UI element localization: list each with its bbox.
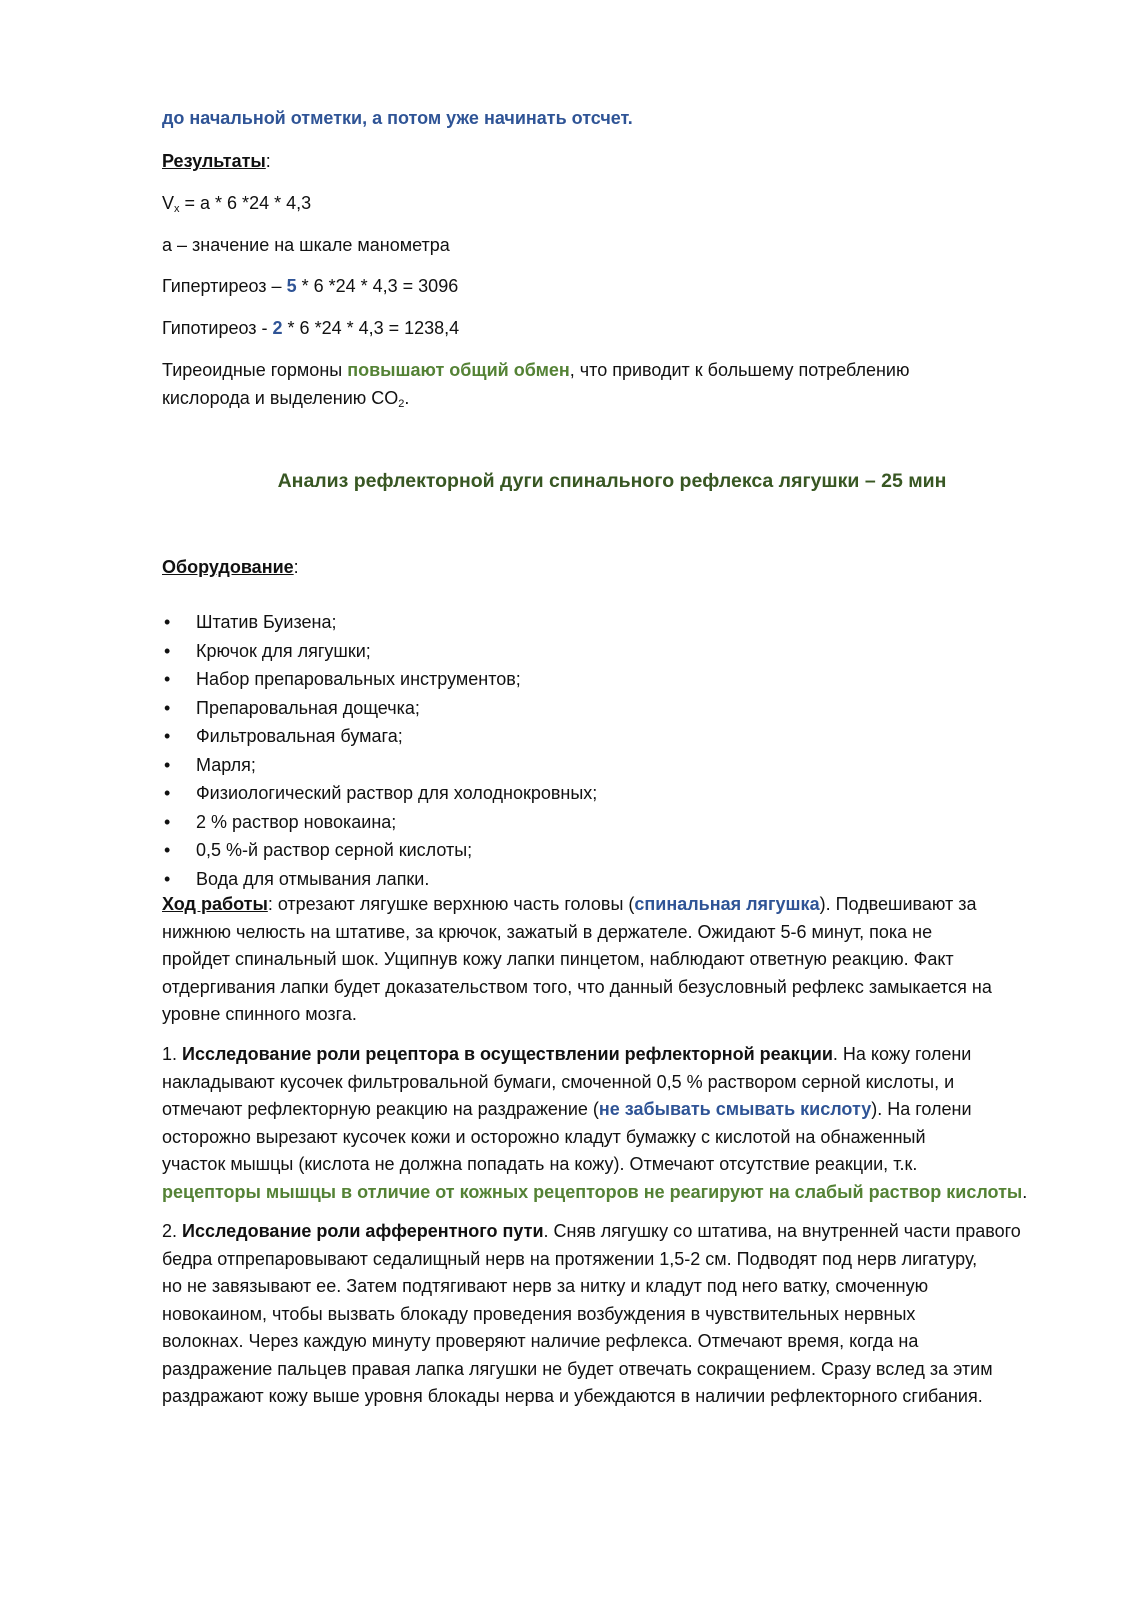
list-item-text: Вода для отмывания лапки. — [196, 868, 430, 889]
procedure-line: отдергивания лапки будет доказательством того, что данный безусловный рефлекс замыкается на — [162, 976, 992, 997]
bullet-icon: • — [164, 783, 171, 803]
step1-highlight-blue: не забывать смывать кислоту — [598, 1099, 872, 1119]
formula-definition: a – значение на шкале манометра — [162, 235, 450, 255]
list-item — [162, 751, 1062, 780]
conclusion-line-1 — [162, 356, 1062, 384]
list-item — [162, 722, 1062, 751]
step2-title: Исследование роли афферентного пути — [182, 1221, 544, 1241]
list-item-text: Физиологический раствор для холоднокровных; — [196, 783, 598, 803]
formula-subscript: x — [174, 203, 180, 215]
step1-number: 1. — [162, 1044, 183, 1064]
step1-line: осторожно вырезают кусочек кожи и осторожно кладут бумажку с кислотой на обнаженный — [162, 1126, 926, 1147]
list-item-text: Набор препаровальных инструментов; — [196, 669, 521, 689]
step1-line — [162, 1096, 1046, 1124]
step1-line: участок мышцы (кислота не должна попадать на кожу). Отмечают отсутствие реакции, т.к. — [162, 1154, 918, 1174]
step2-line — [162, 1218, 1046, 1246]
results-colon: : — [265, 151, 271, 171]
list-item — [162, 608, 1062, 637]
procedure-line: уровне спинного мозга. — [162, 1004, 357, 1024]
step2-line: волокнах. Через каждую минуту проверяют наличие рефлекса. Отмечают время, когда на — [162, 1331, 919, 1351]
bullet-icon: • — [164, 840, 171, 860]
conclusion-dot: . — [404, 388, 410, 408]
step1-line: накладывают кусочек фильтровальной бумаги, смоченной 0,5 % раствором серной кислоты, и — [162, 1071, 955, 1092]
section-title: Анализ рефлекторной дуги спинального рефлекса лягушки – 25 мин — [277, 470, 947, 492]
procedure-text: ). Подвешивают за — [819, 894, 977, 914]
list-item-text: 2 % раствор новокаина; — [196, 811, 397, 832]
step1-text: ). На голени — [871, 1099, 972, 1119]
results-heading: Результаты — [162, 151, 266, 171]
step1-title: Исследование роли рецептора в осуществлении рефлекторной реакции — [182, 1044, 833, 1064]
bullet-icon: • — [164, 754, 171, 775]
formula-prefix: V — [162, 193, 175, 213]
step2-paragraph — [162, 1218, 1046, 1411]
conclusion-start: Тиреоидные гормоны — [162, 360, 348, 380]
procedure-line: нижнюю челюсть на штативе, за крючок, зажатый в держателе. Ожидают 5-6 минут, пока не — [162, 921, 933, 942]
step1-highlight-green: рецепторы мышцы в отличие от кожных рецепторов не реагируют на слабый раствор кислоты — [162, 1181, 1023, 1202]
procedure-text: : отрезают лягушке верхнюю часть головы ( — [267, 894, 635, 914]
list-item — [162, 808, 1062, 837]
step1-text: . — [1022, 1181, 1028, 1202]
hyper-label: Гипертиреоз – — [162, 276, 287, 296]
bullet-icon: • — [164, 640, 171, 661]
hyper-value: 5 — [286, 276, 297, 296]
step1-line — [162, 1179, 1046, 1207]
conclusion-line-2 — [162, 384, 1062, 412]
step2-text: . Сняв лягушку со штатива, на внутренней части правого — [543, 1221, 1021, 1241]
hyper-rest: * 6 *24 * 4,3 = 3096 — [296, 276, 459, 296]
step2-line: бедра отпрепаровывают седалищный нерв на протяжении 1,5-2 см. Подводят под нерв лигатуру, — [162, 1248, 978, 1269]
step1-text: . На кожу голени — [832, 1044, 972, 1064]
procedure-line — [162, 891, 1046, 919]
step2-number: 2. — [162, 1221, 183, 1241]
step1-paragraph — [162, 1041, 1046, 1206]
hypo-rest: * 6 *24 * 4,3 = 1238,4 — [282, 318, 460, 338]
procedure-line: пройдет спинальный шок. Ущипнув кожу лапки пинцетом, наблюдают ответную реакцию. Факт — [162, 949, 954, 969]
list-item-text: Марля; — [196, 754, 256, 775]
equipment-heading-line — [162, 553, 1062, 581]
list-item — [162, 694, 1062, 723]
results-heading-line — [162, 147, 1062, 175]
bullet-icon: • — [164, 612, 171, 632]
procedure-highlight: спинальная лягушка — [634, 894, 820, 914]
equipment-heading: Оборудование — [162, 557, 294, 577]
list-item — [162, 865, 1062, 894]
conclusion-subscript: 2 — [398, 398, 405, 410]
procedure-paragraph — [162, 891, 1046, 1029]
step1-line — [162, 1041, 1046, 1069]
step2-line: раздражение пальцев правая лапка лягушки не будет отвечать сокращением. Сразу вслед за этим — [162, 1358, 993, 1379]
equipment-list — [162, 608, 1062, 893]
bullet-icon: • — [164, 669, 171, 689]
conclusion-end: , что приводит к большему потреблению — [569, 360, 910, 380]
list-item-text: Фильтровальная бумага; — [196, 726, 403, 746]
list-item-text: Препаровальная дощечка; — [196, 697, 420, 718]
procedure-heading: Ход работы — [162, 894, 268, 914]
conclusion-highlight: повышают общий обмен — [347, 360, 570, 380]
equipment-colon: : — [293, 557, 299, 577]
bullet-icon: • — [164, 726, 171, 746]
step1-text: отмечают рефлекторную реакцию на раздражение ( — [162, 1099, 599, 1119]
list-item — [162, 836, 1062, 865]
step2-line: новокаином, чтобы вызвать блокаду проведения возбуждения в чувствительных нервных — [162, 1303, 916, 1324]
list-item-text: 0,5 %-й раствор серной кислоты; — [196, 840, 473, 860]
hypo-label: Гипотиреоз - — [162, 318, 273, 338]
bullet-icon: • — [164, 697, 171, 718]
step2-line: но не завязывают ее. Затем подтягивают нерв за нитку и кладут под него ватку, смоченную — [162, 1276, 929, 1296]
step2-line: раздражают кожу выше уровня блокады нерва и убеждаются в наличии рефлекторного сгибания. — [162, 1386, 983, 1406]
list-item-text: Штатив Буизена; — [196, 612, 337, 632]
list-item — [162, 637, 1062, 666]
list-item — [162, 665, 1062, 694]
formula-line — [162, 189, 1062, 217]
bullet-icon: • — [164, 868, 171, 889]
conclusion-line2-text: кислорода и выделению CO — [162, 388, 399, 408]
intro-line: до начальной отметки, а потом уже начинать отсчет. — [162, 108, 633, 128]
hypothyroid-line — [162, 314, 1062, 342]
bullet-icon: • — [164, 811, 171, 832]
hypo-value: 2 — [272, 318, 283, 338]
list-item — [162, 779, 1062, 808]
formula-rest: = a * 6 *24 * 4,3 — [179, 193, 312, 213]
list-item-text: Крючок для лягушки; — [196, 640, 371, 661]
hyperthyroid-line — [162, 272, 1062, 300]
